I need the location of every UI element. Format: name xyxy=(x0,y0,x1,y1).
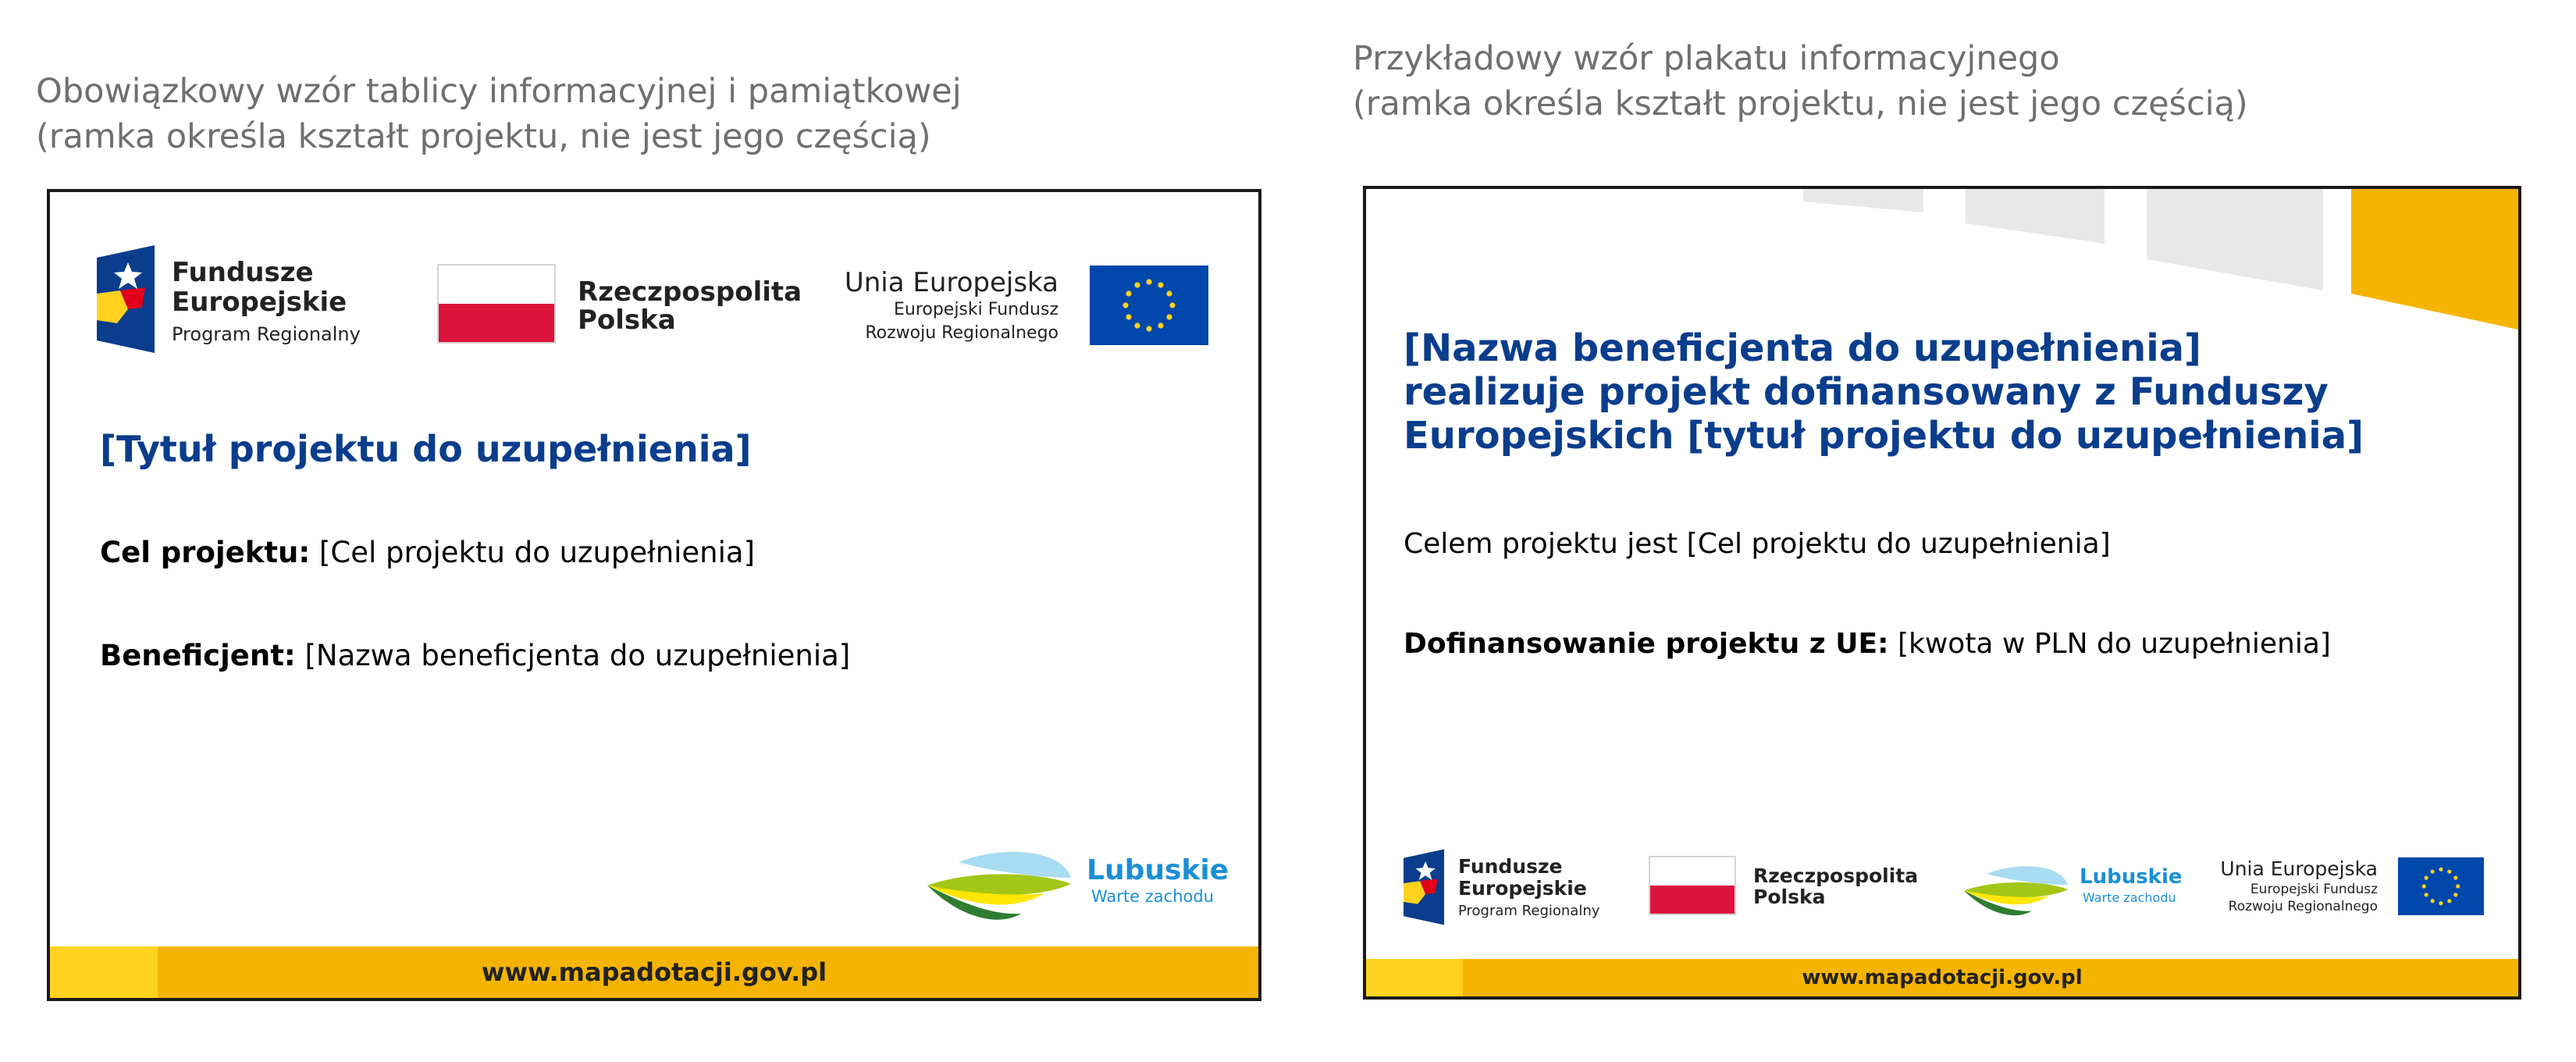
poster-lubuskie-name: Lubuskie xyxy=(2080,865,2183,889)
ue-logo-text xyxy=(845,267,1059,345)
information-poster-template xyxy=(1363,186,2521,1000)
fe-logo-line1: Fundusze xyxy=(172,257,314,288)
ue-logo-title: Unia Europejska xyxy=(844,267,1059,298)
poster-rp-logo-line1: Rzeczpospolita xyxy=(1753,864,1919,887)
board-project-title: [Tytuł projektu do uzupełnienia] xyxy=(100,428,752,470)
right-caption-line2: (ramka określa kształt projektu, nie jest jego częścią) xyxy=(1353,84,2248,123)
fundusze-europejskie-icon xyxy=(97,245,155,353)
poster-title-line3: Europejskich [tytuł projektu do uzupełnienia] xyxy=(1404,414,2364,458)
poster-footer-url[interactable]: www.mapadotacji.gov.pl xyxy=(1802,966,2083,989)
ue-logo-sub1: Europejski Fundusz xyxy=(893,300,1059,319)
poster-rp-logo-line2: Polska xyxy=(1753,886,1826,908)
poster-ue-logo-text xyxy=(2220,857,2378,915)
rp-logo-line2: Polska xyxy=(578,305,676,336)
poster-fe-logo-program: Program Regionalny xyxy=(1458,903,1600,919)
board-goal xyxy=(100,536,755,569)
left-caption-line1: Obowiązkowy wzór tablicy informacyjnej i pamiątkowej xyxy=(36,72,962,111)
poster-ue-logo-sub1: Europejski Fundusz xyxy=(2250,882,2378,897)
board-beneficiary xyxy=(100,639,850,672)
board-beneficiary-label: Beneficjent: xyxy=(100,639,296,672)
poster-funding xyxy=(1404,628,2331,660)
board-goal-value: [Cel projektu do uzupełnienia] xyxy=(310,536,756,569)
eu-flag-icon xyxy=(1090,266,1208,345)
poster-rp-logo-name xyxy=(1753,865,1918,907)
fe-logo-program: Program Regionalny xyxy=(172,323,361,345)
board-footer-bar xyxy=(50,946,1258,998)
rp-logo-name xyxy=(578,278,802,334)
ue-logo-sub2: Rozwoju Regionalnego xyxy=(865,323,1059,343)
poster-goal-text: Celem projektu jest [Cel projektu do uzupełnienia] xyxy=(1404,528,2111,560)
lubuskie-logo-icon xyxy=(927,846,1074,928)
poster-title xyxy=(1404,326,2364,458)
poster-fe-logo-line2: Europejskie xyxy=(1458,877,1587,900)
information-board-template xyxy=(47,189,1261,1001)
poster-fe-logo-name xyxy=(1458,856,1587,900)
right-caption xyxy=(1353,36,2248,127)
right-caption-line1: Przykładowy wzór plakatu informacyjnego xyxy=(1353,39,2060,78)
fe-logo-line2: Europejskie xyxy=(172,287,347,318)
left-caption-line2: (ramka określa kształt projektu, nie jest jego częścią) xyxy=(36,117,931,156)
poster-poland-flag-icon xyxy=(1649,856,1736,915)
poster-decoration xyxy=(1366,189,2518,330)
board-footer-url[interactable]: www.mapadotacji.gov.pl xyxy=(481,957,827,987)
fe-logo-name xyxy=(172,258,347,317)
fundusze-europejskie-icon xyxy=(1404,848,1444,926)
poster-ue-logo-sub2: Rozwoju Regionalnego xyxy=(2228,899,2378,914)
poster-footer-bar xyxy=(1366,959,2518,996)
poster-ue-logo-title: Unia Europejska xyxy=(2220,857,2378,880)
lubuskie-name: Lubuskie xyxy=(1087,854,1229,886)
poster-title-line1: [Nazwa beneficjenta do uzupełnienia] xyxy=(1404,326,2201,370)
poster-lubuskie-tagline: Warte zachodu xyxy=(2083,890,2176,905)
left-caption xyxy=(36,69,962,159)
rp-logo-line1: Rzeczpospolita xyxy=(578,276,802,308)
poster-title-line2: realizuje projekt dofinansowany z Funduszy xyxy=(1404,370,2329,414)
poster-lubuskie-logo-icon xyxy=(1964,862,2070,921)
board-beneficiary-value: [Nazwa beneficjenta do uzupełnienia] xyxy=(295,639,851,672)
poland-flag-icon xyxy=(437,264,556,344)
lubuskie-tagline: Warte zachodu xyxy=(1091,887,1214,906)
board-goal-label: Cel projektu: xyxy=(100,536,311,569)
poster-funding-label: Dofinansowanie projektu z UE: xyxy=(1404,628,1889,660)
poster-eu-flag-icon xyxy=(2398,857,2484,915)
poster-funding-value: [kwota w PLN do uzupełnienia] xyxy=(1888,628,2331,660)
poster-fe-logo-line1: Fundusze xyxy=(1458,855,1563,878)
